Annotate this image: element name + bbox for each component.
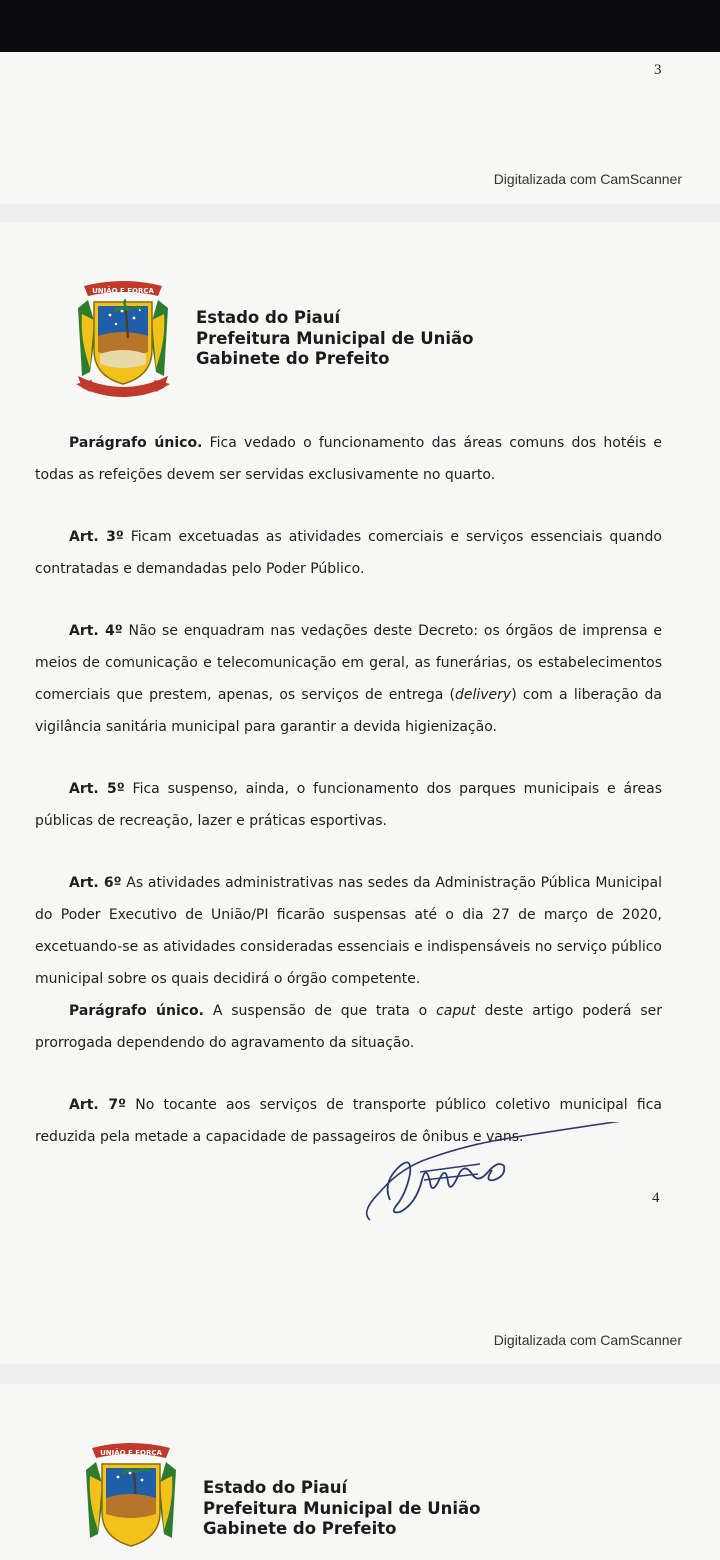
header-prefecture: Prefeitura Municipal de União xyxy=(203,1498,481,1518)
svg-text:UNIÃO E FORÇA: UNIÃO E FORÇA xyxy=(92,287,154,295)
status-bar xyxy=(0,0,720,52)
header-office: Gabinete do Prefeito xyxy=(203,1519,397,1538)
header-state: Estado do Piauí xyxy=(196,308,341,327)
article-7: Art. 7º No tocante aos serviços de transporte público coletivo municipal fica reduzida pela metade a capacidade de passageiros de ônibus e vans. xyxy=(35,1097,662,1145)
scanned-page-3 xyxy=(0,52,720,204)
municipal-crest-icon xyxy=(68,280,178,400)
header-office: Gabinete do Prefeito xyxy=(196,349,390,368)
article-5: Art. 5º Fica suspenso, ainda, o funcionamento dos parques municipais e áreas públicas de recreação, lazer e práticas esportivas. xyxy=(35,781,663,829)
page-number: 3 xyxy=(654,62,662,78)
paragraph-sole-caput: Parágrafo único. A suspensão de que trata o caput deste artigo poderá ser prorrogada dependendo do agravamento da situação. xyxy=(35,1003,662,1051)
decree-body xyxy=(35,427,662,1153)
article-3: Art. 3º Ficam excetuadas as atividades comerciais e serviços essenciais quando contratadas e demandadas pelo Poder Público. xyxy=(35,529,663,577)
header-state: Estado do Piauí xyxy=(203,1478,348,1497)
svg-text:UNIÃO E FORÇA: UNIÃO E FORÇA xyxy=(100,1449,162,1457)
scanner-watermark: Digitalizada com CamScanner xyxy=(493,171,682,187)
document-header xyxy=(196,308,473,370)
header-prefecture: Prefeitura Municipal de União xyxy=(196,328,474,348)
scanned-page-4 xyxy=(0,222,720,1364)
document-header xyxy=(203,1478,480,1540)
article-4: Art. 4º Não se enquadram nas vedações deste Decreto: os órgãos de imprensa e meios de comunicação e telecomunicação em geral, as funerárias, os estabelecimentos comerciais que prestem, apenas, os serviços de entrega (delivery) com a liberação da vigilância sanitária municipal para garantir a devida higienização. xyxy=(35,623,662,735)
municipal-crest-icon xyxy=(76,1442,186,1560)
paragraph-sole-hotels: Parágrafo único. Fica vedado o funcionamento das áreas comuns dos hotéis e todas as refeições devem ser servidas exclusivamente no quarto. xyxy=(35,435,663,483)
scanner-watermark: Digitalizada com CamScanner xyxy=(493,1332,682,1348)
page-number: 4 xyxy=(652,1190,660,1206)
article-6: Art. 6º As atividades administrativas nas sedes da Administração Pública Municipal do Poder Executivo de União/PI ficarão suspensas até o dia 27 de março de 2020, excetuando-se as atividades consideradas essenciais e indispensáveis no serviço público municipal sobre os quais decidirá o órgão competente. xyxy=(35,875,662,987)
signature-icon xyxy=(360,1122,650,1232)
scanned-page-5 xyxy=(0,1384,720,1560)
